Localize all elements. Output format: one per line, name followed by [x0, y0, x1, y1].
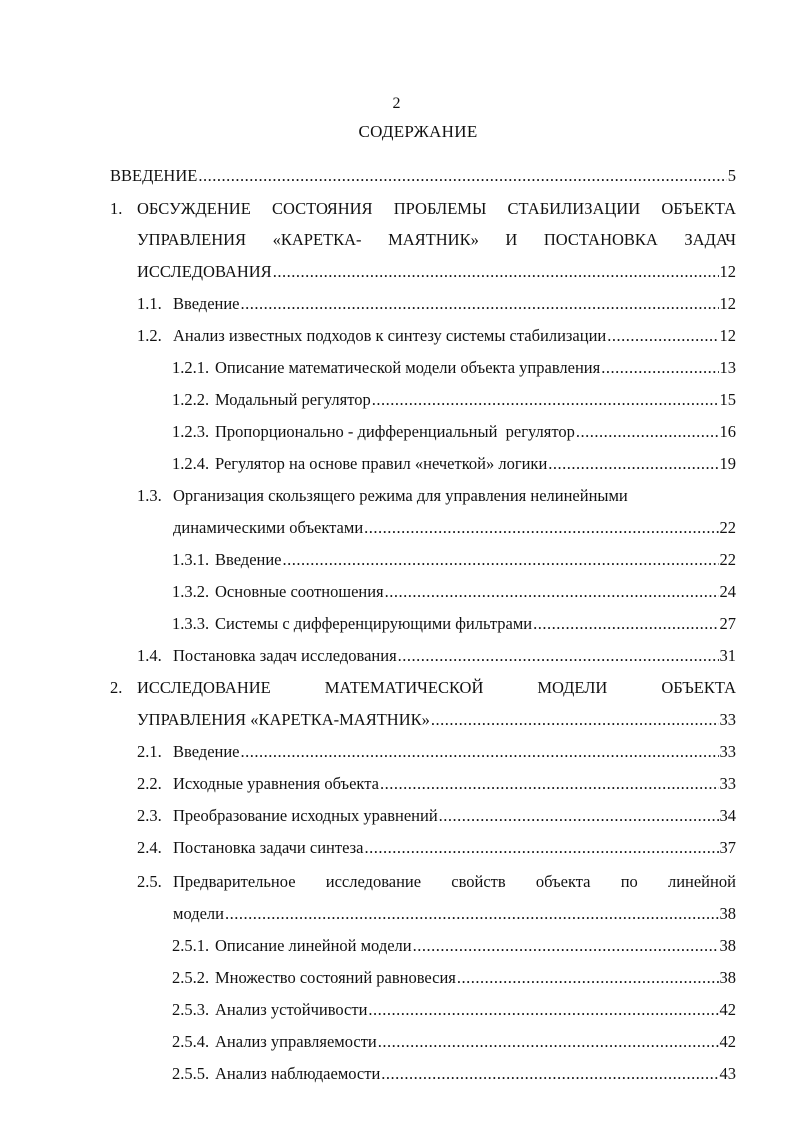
toc-entry-2-5-5[interactable] [172, 1064, 736, 1084]
toc-page-number: 13 [719, 358, 736, 377]
toc-entry-text: Анализ управляемости [215, 1032, 377, 1051]
toc-entry-number: 1.3. [137, 486, 162, 505]
toc-entry-1-3-2[interactable] [172, 582, 736, 602]
toc-entry-2-5-3[interactable] [172, 1000, 736, 1020]
toc-page-number: 12 [719, 262, 736, 281]
toc-entry-text: Множество состояний равновесия [215, 968, 456, 987]
leader-dots [439, 806, 719, 826]
toc-entry-number: 2.5.1. [172, 936, 210, 955]
toc-entry-number: 1.2.4. [172, 454, 210, 473]
toc-entry-text: Пропорционально - дифференциальный регулятор [215, 422, 575, 441]
leader-dots [364, 518, 718, 538]
leader-dots [273, 262, 719, 282]
toc-entry-2-4[interactable] [137, 838, 736, 858]
toc-entry-2-5-2[interactable] [172, 968, 736, 988]
leader-dots [385, 582, 719, 602]
toc-entry-text: Модальный регулятор [215, 390, 371, 409]
toc-page-number: 24 [719, 582, 736, 601]
leader-dots [241, 294, 719, 314]
toc-entry-text: ВВЕДЕНИЕ [110, 166, 198, 185]
toc-entry-1-2-4[interactable] [172, 454, 736, 474]
leader-dots [198, 166, 726, 186]
toc-entry-number: 2. [110, 678, 123, 697]
toc-entry-number: 2.2. [137, 774, 162, 793]
toc-page-number: 22 [719, 550, 736, 569]
toc-entry-2-5-4[interactable] [172, 1032, 736, 1052]
toc-entry-text: Постановка задачи синтеза [173, 838, 364, 857]
toc-page-number: 43 [719, 1064, 736, 1083]
leader-dots [576, 422, 719, 442]
toc-entry-text: Преобразование исходных уравнений [173, 806, 438, 825]
toc-entry-number: 2.4. [137, 838, 162, 857]
toc-entry-number: 1.3.3. [172, 614, 210, 633]
toc-entry-number: 2.5.3. [172, 1000, 210, 1019]
toc-entry-number: 2.5.2. [172, 968, 210, 987]
toc-entry-1-2[interactable] [137, 326, 736, 346]
toc-entry-1-4[interactable] [137, 646, 736, 666]
toc-entry-number: 2.3. [137, 806, 162, 825]
toc-page-number: 15 [719, 390, 736, 409]
toc-entry-2-5-1[interactable] [172, 936, 736, 956]
leader-dots [368, 1000, 718, 1020]
toc-page-number: 5 [727, 166, 736, 185]
toc-page-number: 16 [719, 422, 736, 441]
leader-dots [241, 742, 719, 762]
page-title: СОДЕРЖАНИЕ [358, 122, 478, 141]
toc-entry-text: Исходные уравнения объекта [173, 774, 379, 793]
toc-entry-text-line-1: Предварительное исследование свойств объекта по линейной [173, 872, 736, 891]
toc-entry-text-line-2: модели ..... 38 [173, 904, 736, 924]
leader-dots [533, 614, 718, 634]
toc-page-number: 38 [719, 968, 736, 987]
toc-entry-number: 1.2. [137, 326, 162, 345]
leader-dots [431, 710, 719, 730]
toc-entry-text: Постановка задач исследования [173, 646, 397, 665]
toc-entry-2-3[interactable] [137, 806, 736, 826]
toc-entry-introduction[interactable] [110, 166, 736, 186]
toc-entry-number: 1.1. [137, 294, 162, 313]
toc-entry-number: 2.5.4. [172, 1032, 210, 1051]
toc-entry-text-line-1: 1.3. Организация скользящего режима для управления нелинейными [137, 486, 628, 505]
leader-dots [364, 838, 718, 858]
toc-entry-2-2[interactable] [137, 774, 736, 794]
toc-entry-text: Системы с дифференцирующими фильтрами [215, 614, 533, 633]
toc-entry-text: Анализ известных подходов к синтезу системы стабилизации [173, 326, 607, 345]
toc-entry-number: 1.3.1. [172, 550, 210, 569]
page-number: 2 [392, 95, 401, 112]
toc-page-number: 38 [719, 904, 736, 923]
toc-entry-number: 2.5.5. [172, 1064, 210, 1083]
toc-page-number: 42 [719, 1032, 736, 1051]
toc-entry-text: Введение [173, 294, 240, 313]
toc-page-number: 22 [719, 518, 736, 537]
toc-entry-1-3-3[interactable] [172, 614, 736, 634]
toc-page-number: 33 [719, 710, 736, 729]
toc-page-number: 27 [719, 614, 736, 633]
toc-page-number: 31 [719, 646, 736, 665]
toc-page-number: 33 [719, 742, 736, 761]
toc-entry-number: 1. [110, 199, 123, 218]
toc-entry-number: 1.4. [137, 646, 162, 665]
toc-entry-text: Анализ устойчивости [215, 1000, 368, 1019]
toc-entry-number: 1.2.1. [172, 358, 210, 377]
leader-dots [378, 1032, 719, 1052]
leader-dots [607, 326, 718, 346]
toc-page-number: 38 [719, 936, 736, 955]
toc-page-number: 33 [719, 774, 736, 793]
toc-entry-text: Основные соотношения [215, 582, 384, 601]
toc-page-number: 42 [719, 1000, 736, 1019]
toc-entry-number: 1.2.3. [172, 422, 210, 441]
toc-entry-1-2-3[interactable] [172, 422, 736, 442]
toc-page-number: 34 [719, 806, 736, 825]
toc-entry-1-2-1[interactable] [172, 358, 736, 378]
toc-entry-text: Введение [215, 550, 282, 569]
leader-dots [372, 390, 719, 410]
leader-dots [413, 936, 719, 956]
toc-entry-number: 1.2.2. [172, 390, 210, 409]
toc-entry-text: Описание математической модели объекта управления [215, 358, 601, 377]
toc-entry-2-1[interactable] [137, 742, 736, 762]
toc-entry-text-line-2: УПРАВЛЕНИЯ «КАРЕТКА- МАЯТНИК» И ПОСТАНОВКА ЗАДАЧ [137, 230, 736, 249]
toc-entry-1-3-1[interactable] [172, 550, 736, 570]
leader-dots [457, 968, 719, 988]
toc-entry-text-line-2: УПРАВЛЕНИЯ «КАРЕТКА-МАЯТНИК» ..... 33 [137, 710, 736, 730]
toc-entry-1-1[interactable] [137, 294, 736, 314]
leader-dots [398, 646, 719, 666]
leader-dots [283, 550, 719, 570]
toc-entry-1-2-2[interactable] [172, 390, 736, 410]
toc-entry-text: Введение [173, 742, 240, 761]
toc-entry-text: Регулятор на основе правил «нечеткой» логики [215, 454, 548, 473]
leader-dots [601, 358, 718, 378]
toc-entry-text: Описание линейной модели [215, 936, 412, 955]
leader-dots [225, 904, 719, 924]
leader-dots [380, 774, 719, 794]
toc-entry-text-line-1: ИССЛЕДОВАНИЕ МАТЕМАТИЧЕСКОЙ МОДЕЛИ ОБЪЕКТА [137, 678, 736, 697]
leader-dots [548, 454, 718, 474]
toc-entry-text-line-1: ОБСУЖДЕНИЕ СОСТОЯНИЯ ПРОБЛЕМЫ СТАБИЛИЗАЦИИ ОБЪЕКТА [137, 199, 736, 218]
toc-entry-text-line-2: динамическими объектами ..... 22 [173, 518, 736, 538]
toc-page-number: 37 [719, 838, 736, 857]
toc-entry-text: Анализ наблюдаемости [215, 1064, 381, 1083]
toc-entry-number: 2.1. [137, 742, 162, 761]
toc-page-number: 12 [719, 294, 736, 313]
toc-entry-number: 1.3.2. [172, 582, 210, 601]
toc-entry-number: 2.5. [137, 872, 162, 891]
toc-page-number: 12 [719, 326, 736, 345]
toc-page-number: 19 [719, 454, 736, 473]
toc-entry-text-line-3: ИССЛЕДОВАНИЯ ..... 12 [137, 262, 736, 282]
leader-dots [381, 1064, 718, 1084]
